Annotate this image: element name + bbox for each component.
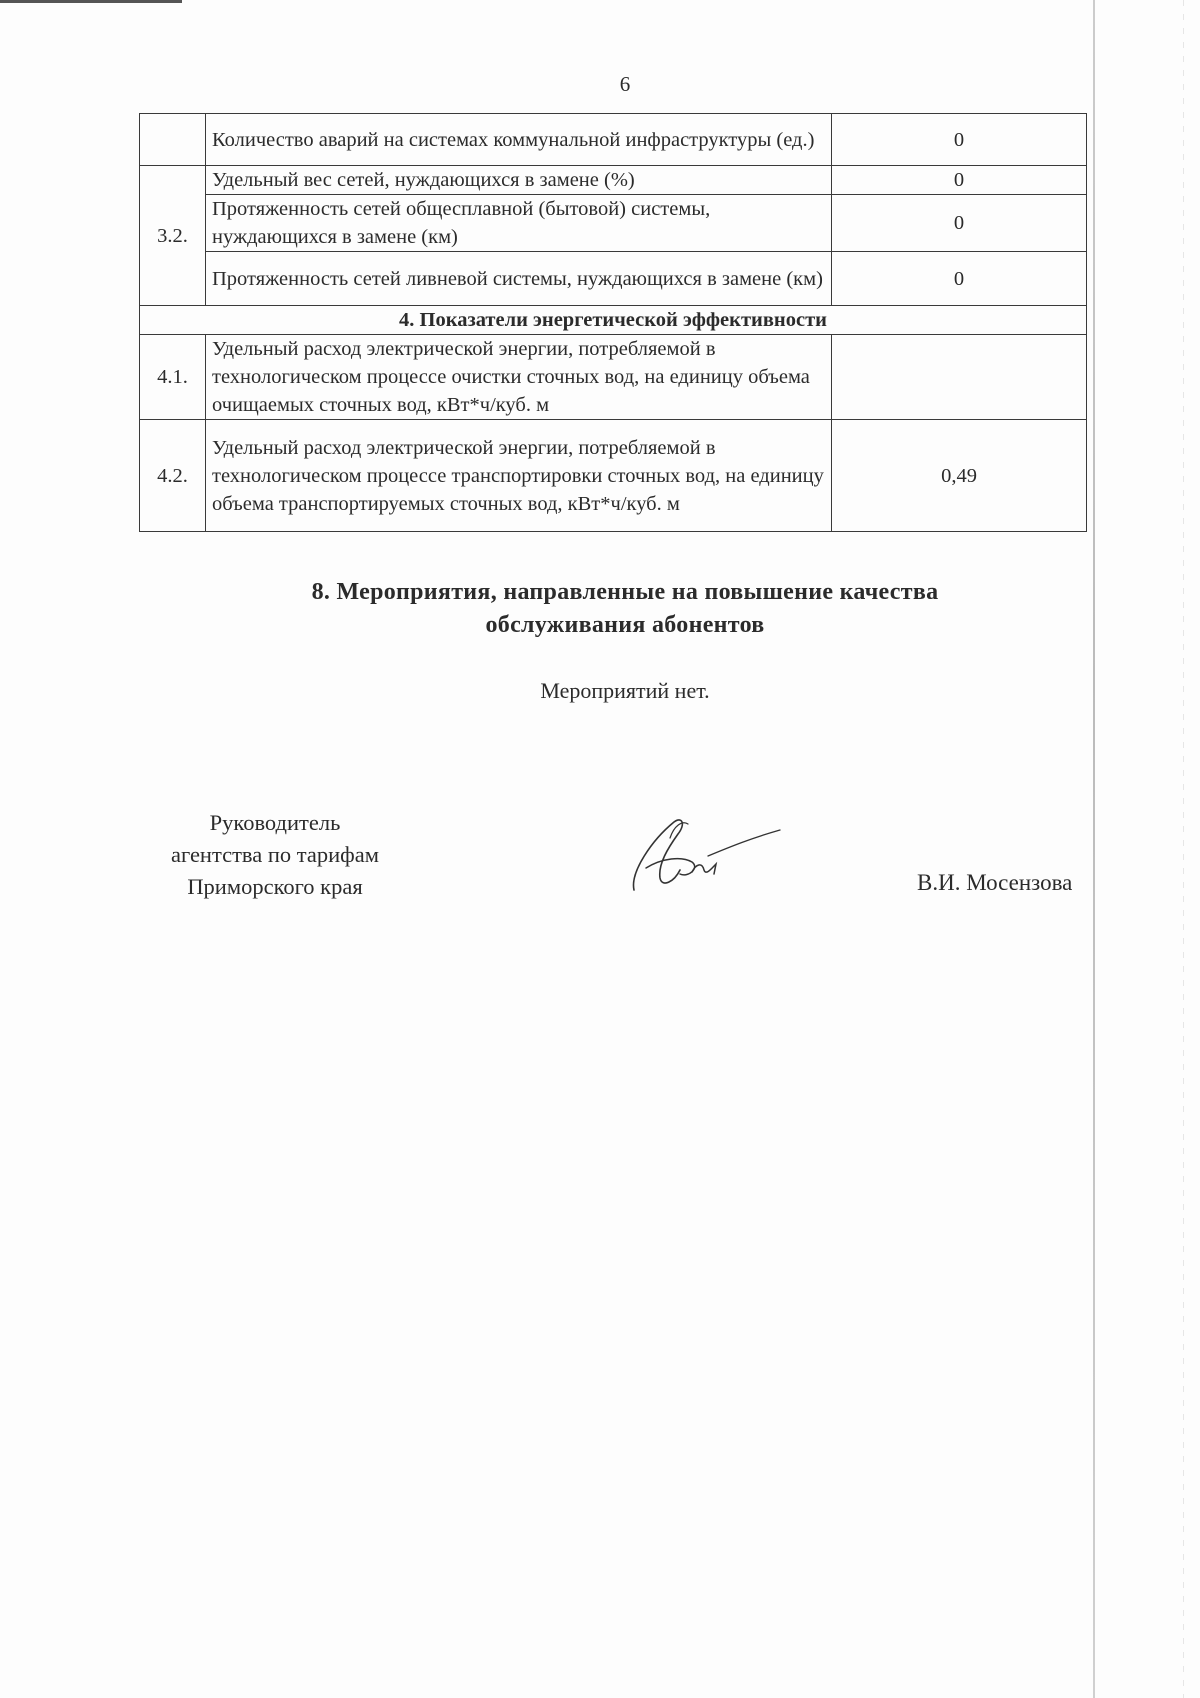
no-measures-text: Мероприятий нет. (540, 678, 710, 703)
table-row (140, 335, 1087, 420)
indicator-name: Протяженность сетей общесплавной (бытовой) системы, нуждающихся в замене (км) (206, 195, 832, 252)
section-title: 4. Показатели энергетической эффективности (140, 306, 1087, 335)
table-section-row (140, 306, 1087, 335)
section-heading-line: обслуживания абонентов (485, 612, 765, 638)
indicator-name: Протяженность сетей ливневой системы, нуждающихся в замене (км) (206, 252, 832, 306)
row-number (140, 114, 206, 166)
indicator-value: 0 (832, 166, 1087, 195)
position-line: агентства по тарифам (171, 842, 379, 867)
scan-page-edge (1093, 0, 1095, 1698)
indicator-name: Удельный расход электрической энергии, потребляемой в технологическом процессе транспортировки сточных вод, на единицу объема транспортируемых сточных вод, кВт*ч/куб. м (206, 420, 832, 532)
indicator-name: Удельный расход электрической энергии, потребляемой в технологическом процессе очистки сточных вод, на единицу объема очищаемых сточных вод, кВт*ч/куб. м (206, 335, 832, 420)
row-number: 4.1. (140, 335, 206, 420)
indicator-value: 0 (832, 114, 1087, 166)
scan-page-edge-faint (1183, 0, 1184, 1698)
row-number: 3.2. (140, 166, 206, 306)
table-row (140, 166, 1087, 195)
table-row (140, 420, 1087, 532)
page-number: 6 (619, 72, 631, 96)
indicator-value (832, 335, 1087, 420)
position-line: Приморского края (187, 874, 363, 899)
position-line: Руководитель (209, 810, 341, 835)
table-row (140, 252, 1087, 306)
section-heading (160, 576, 1090, 642)
table-row (140, 114, 1087, 166)
handwritten-signature (622, 812, 782, 902)
indicator-value: 0 (832, 252, 1087, 306)
signer-name: В.И. Мосензова (917, 870, 1073, 895)
row-number: 4.2. (140, 420, 206, 532)
indicator-name: Удельный вес сетей, нуждающихся в замене (%) (206, 166, 832, 195)
signatory-position (130, 807, 420, 903)
indicator-value: 0,49 (832, 420, 1087, 532)
indicator-name: Количество аварий на системах коммунальной инфраструктуры (ед.) (206, 114, 832, 166)
indicators-table (139, 113, 1087, 532)
indicator-value: 0 (832, 195, 1087, 252)
scan-mark (0, 0, 182, 3)
section-heading-line: 8. Мероприятия, направленные на повышение качества (311, 579, 939, 605)
table-row (140, 195, 1087, 252)
